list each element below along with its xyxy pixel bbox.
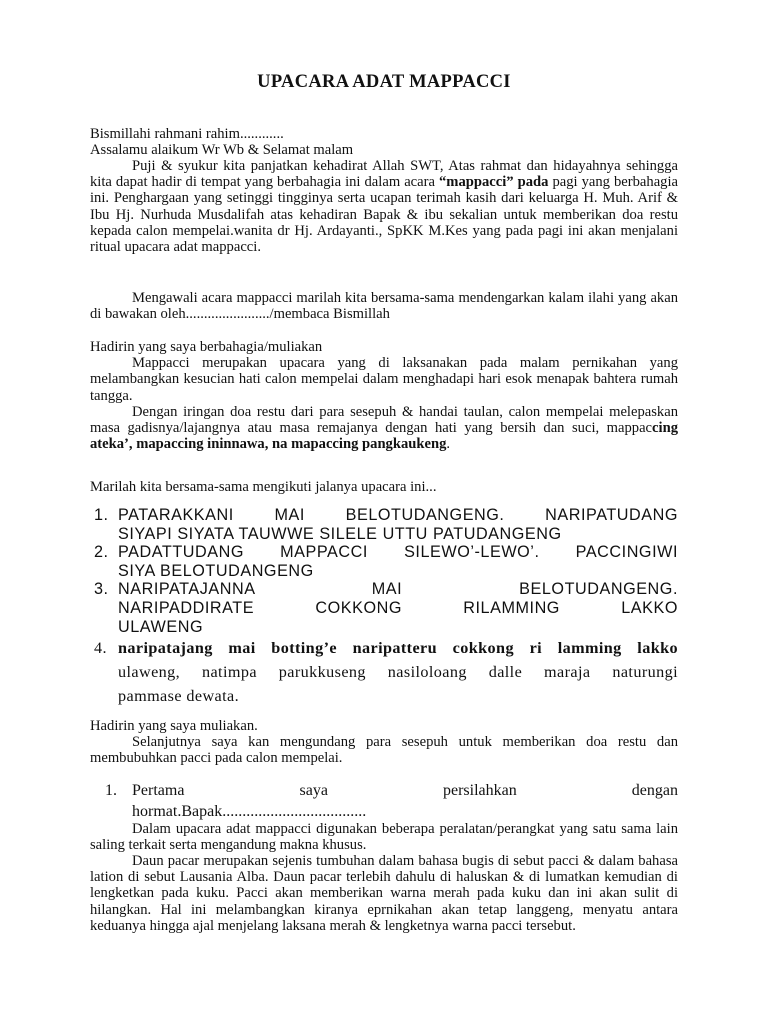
paragraph-1-text-a: Puji & syukur kita panjatkan kehadirat Allah SWT, Atas rahmat dan hidayahnya sehingga kita dapat hadir di tempat yang berbahagia ini dalam acara bbox=[90, 158, 678, 191]
list-item-line: NARIPATAJANNA MAI BELOTUDANGENG. bbox=[118, 580, 678, 599]
paragraph-3-heading: Hadirin yang saya berbahagia/muliakan bbox=[90, 339, 323, 355]
list-item-line: naripatajang mai botting’e naripatteru cokkong ri lamming lakko bbox=[118, 639, 678, 658]
list-item-line: SIYAPI SIYATA TAUWWE SILELE UTTU PATUDANGENG bbox=[118, 524, 562, 543]
ceremony-steps-list bbox=[90, 506, 678, 708]
list-item-line: Pertama saya persilahkan dengan bbox=[132, 782, 678, 799]
list-item-line: PATARAKKANI MAI BELOTUDANGENG. NARIPATUDANG bbox=[118, 506, 678, 524]
paragraph-1-text-b: pagi yang berbahagia ini. Penghargaan yang setinggi tingginya serta ucapan terimah kasih dari keluarga H. Muh. Arif & Ibu Hj. Nurhuda Musdalifah atas kehadiran Bapak & ibu sekalian untuk memberikan doa restu kepada calon mempelai.wanita dr Hj. Ardayanti., SpKK M.Kes yang pada pagi ini akan menjalani ritual upacara adat mappacci. bbox=[90, 174, 678, 256]
list-item-line: PADATTUDANG MAPPACCI SILEWO’-LEWO’. PACCINGIWI bbox=[118, 543, 678, 562]
document-title: UPACARA ADAT MAPPACCI bbox=[257, 72, 511, 92]
list-item-number: 3. bbox=[94, 580, 109, 599]
document-page bbox=[90, 0, 678, 1024]
paragraph-7 bbox=[90, 853, 678, 934]
list-item-line: SIYA BELOTUDANGENG bbox=[118, 561, 314, 580]
paragraph-3-text-1: Mappacci merupakan upacara yang di laksanakan pada malam pernikahan yang melambangkan kesucian hati calon mempelai dalam menghadapi hari esok menapak bahtera rumah tangga. bbox=[90, 355, 678, 404]
paragraph-5-heading: Hadirin yang saya muliakan. bbox=[90, 718, 258, 734]
paragraph-3 bbox=[90, 339, 678, 452]
list-item-line: ULAWENG bbox=[118, 617, 204, 636]
list-item bbox=[90, 543, 678, 580]
bismillah-line: Bismillahi rahmani rahim............ bbox=[90, 126, 284, 142]
paragraph-1-bold: “mappacci” pada bbox=[438, 174, 549, 191]
list-item-line: NARIPADDIRATE COKKONG RILAMMING LAKKO bbox=[118, 598, 678, 617]
paragraph-2 bbox=[90, 290, 678, 322]
list-item-number: 4. bbox=[94, 639, 107, 658]
list-item bbox=[90, 780, 678, 822]
paragraph-4 bbox=[90, 479, 678, 495]
list-item-line: pammase dewata. bbox=[118, 687, 240, 706]
paragraph-7-text: Daun pacar merupakan sejenis tumbuhan dalam bahasa bugis di sebut pacci & dalam bahasa lation di sebut Lausania Alba. Daun pacar terlebih dahulu di haluskan & di lumatkan kemudian di lengketkan pada kuku. Pacci akan memberikan warna merah pada kuku dan ini akan sulit di hilangkan. Hal ini melambangkan kiranya eprnikahan akan tetap langgeng, menyatu antara keduanya hingga ajal menjelang laksana merah & lengketnya warna pacci tersebut. bbox=[90, 853, 678, 934]
paragraph-5 bbox=[90, 718, 678, 767]
list-item bbox=[90, 580, 678, 636]
salam-line: Assalamu alaikum Wr Wb & Selamat malam bbox=[90, 142, 354, 159]
paragraph-2-text: Mengawali acara mappacci marilah kita bersama-sama mendengarkan kalam ilahi yang akan di bawakan oleh......................./membaca Bismillah bbox=[90, 290, 678, 323]
list-item-number: 1. bbox=[105, 782, 117, 799]
paragraph-3-text-2a: Dengan iringan doa restu dari para sesepuh & handai taulan, calon mempelai melepaskan masa gadisnya/lajangnya atau masa remajanya dengan hati yang bersih dan suci, mappac bbox=[90, 403, 678, 437]
list-item-number: 2. bbox=[94, 543, 109, 562]
paragraph-1 bbox=[90, 158, 678, 255]
list-item bbox=[90, 506, 678, 543]
opening-block bbox=[90, 126, 678, 158]
list-item bbox=[90, 636, 678, 708]
paragraph-3-text-2c: . bbox=[446, 436, 451, 453]
list-item-number: 1. bbox=[94, 506, 109, 524]
list-item-line: ulaweng, natimpa parukkuseng nasiloloang dalle maraja naturungi bbox=[118, 663, 678, 682]
paragraph-5-text: Selanjutnya saya kan mengundang para sesepuh untuk memberikan doa restu dan membubuhkan pacci pada calon mempelai. bbox=[90, 734, 678, 767]
paragraph-6-text: Dalam upacara adat mappacci digunakan beberapa peralatan/perangkat yang satu sama lain saling terkait serta mengandung makna khusus. bbox=[90, 821, 678, 854]
paragraph-3-text-2b: cing ateka’, mapaccing ininnawa, na mapaccing pangkaukeng bbox=[90, 420, 678, 453]
paragraph-4-text: Marilah kita bersama-sama mengikuti jalanya upacara ini... bbox=[90, 479, 437, 495]
invitation-list bbox=[90, 780, 678, 822]
paragraph-6 bbox=[90, 821, 678, 853]
list-item-line: hormat.Bapak.................................... bbox=[132, 803, 367, 820]
